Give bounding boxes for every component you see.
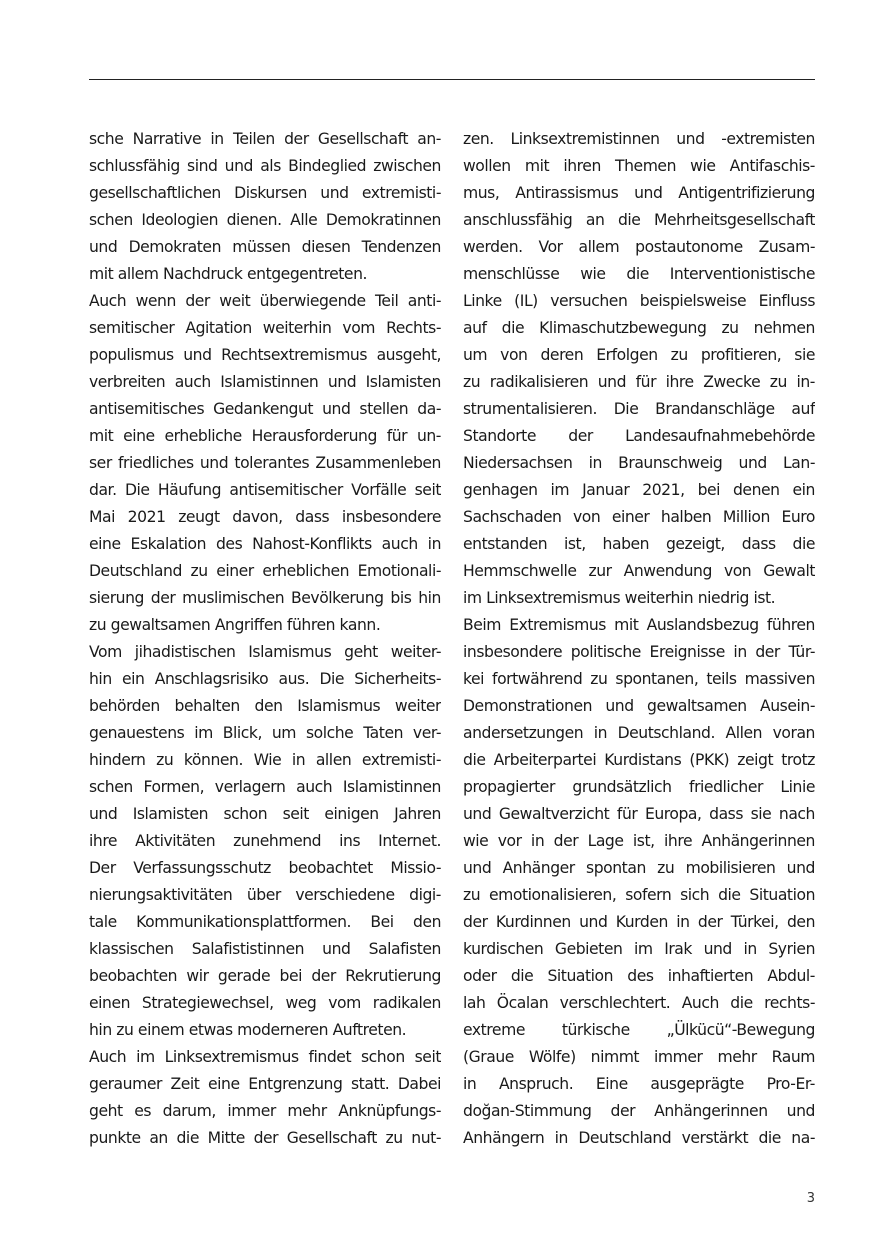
text-line: Standorte der Landesaufnahmebehörde — [463, 427, 815, 445]
text-line: nierungsaktivitäten über verschiedene digi- — [89, 886, 441, 904]
text-line: Sachschaden von einer halben Million Euro — [463, 508, 815, 526]
text-line: andersetzungen in Deutschland. Allen voran — [463, 724, 815, 742]
text-line: in Anspruch. Eine ausgeprägte Pro-Er- — [463, 1075, 815, 1093]
text-line: hindern zu können. Wie in allen extremisti- — [89, 751, 441, 769]
text-line: hin zu einem etwas moderneren Auftreten. — [89, 1021, 407, 1039]
text-line: mit allem Nachdruck entgegentreten. — [89, 265, 368, 283]
text-line: gesellschaftlichen Diskursen und extremisti- — [89, 184, 441, 202]
text-line: antisemitisches Gedankengut und stellen da- — [89, 400, 441, 418]
text-line: kei fortwährend zu spontanen, teils massiven — [463, 670, 815, 688]
text-line: Linke (IL) versuchen beispielsweise Einfluss — [463, 292, 815, 310]
text-line: mit eine erhebliche Herausforderung für un- — [89, 427, 441, 445]
text-line: Beim Extremismus mit Auslandsbezug führen — [463, 616, 815, 634]
text-line: und Anhänger spontan zu mobilisieren und — [463, 859, 815, 877]
text-line: verbreiten auch Islamistinnen und Islamisten — [89, 373, 441, 391]
text-line: zu gewaltsamen Angriffen führen kann. — [89, 616, 381, 634]
text-line: Auch wenn der weit überwiegende Teil anti- — [89, 292, 441, 310]
text-line: (Graue Wölfe) nimmt immer mehr Raum — [463, 1048, 815, 1066]
text-line: dar. Die Häufung antisemitischer Vorfälle seit — [89, 481, 441, 499]
text-line: oder die Situation des inhaftierten Abdul- — [463, 967, 815, 985]
text-line: Mai 2021 zeugt davon, dass insbesondere — [89, 508, 441, 526]
text-line: Auch im Linksextremismus findet schon seit — [89, 1048, 441, 1066]
text-line: ser friedliches und tolerantes Zusammenleben — [89, 454, 441, 472]
text-line: schen Formen, verlagern auch Islamistinnen — [89, 778, 441, 796]
header-rule — [89, 79, 815, 80]
text-line: Vom jihadistischen Islamismus geht weiter- — [89, 643, 441, 661]
text-line: punkte an die Mitte der Gesellschaft zu nut- — [89, 1129, 441, 1147]
text-line: entstanden ist, haben gezeigt, dass die — [463, 535, 815, 553]
text-line: wollen mit ihren Themen wie Antifaschis- — [463, 157, 815, 175]
text-line: propagierter grundsätzlich friedlicher Linie — [463, 778, 815, 796]
text-line: populismus und Rechtsextremismus ausgeht, — [89, 346, 441, 364]
text-line: der Kurdinnen und Kurden in der Türkei, den — [463, 913, 815, 931]
text-line: insbesondere politische Ereignisse in der Tür- — [463, 643, 815, 661]
text-line: Niedersachsen in Braunschweig und Lan- — [463, 454, 815, 472]
text-line: Anhängern in Deutschland verstärkt die na- — [463, 1129, 815, 1147]
text-line: kurdischen Gebieten im Irak und in Syrien — [463, 940, 815, 958]
text-line: auf die Klimaschutzbewegung zu nehmen — [463, 319, 815, 337]
right-text-column — [463, 126, 815, 1152]
text-line: werden. Vor allem postautonome Zusam- — [463, 238, 815, 256]
text-line: beobachten wir gerade bei der Rekrutierung — [89, 967, 441, 985]
text-line: Der Verfassungsschutz beobachtet Missio- — [89, 859, 441, 877]
text-line: Deutschland zu einer erheblichen Emotionali- — [89, 562, 441, 580]
text-line: und Demokraten müssen diesen Tendenzen — [89, 238, 441, 256]
text-line: semitischer Agitation weiterhin vom Rechts- — [89, 319, 441, 337]
text-line: extreme türkische „Ülkücü“-Bewegung — [463, 1021, 815, 1039]
text-line: mus, Antirassismus und Antigentrifizierung — [463, 184, 815, 202]
text-line: anschlussfähig an die Mehrheitsgesellschaft — [463, 211, 815, 229]
text-line: zu radikalisieren und für ihre Zwecke zu in- — [463, 373, 815, 391]
text-line: ihre Aktivitäten zunehmend ins Internet. — [89, 832, 441, 850]
page-number: 3 — [806, 1191, 815, 1206]
left-text-column — [89, 126, 441, 1152]
text-line: zu emotionalisieren, sofern sich die Situation — [463, 886, 815, 904]
text-line: geraumer Zeit eine Entgrenzung statt. Dabei — [89, 1075, 441, 1093]
text-line: zen. Linksextremistinnen und -extremisten — [463, 130, 815, 148]
text-line: Demonstrationen und gewaltsamen Ausein- — [463, 697, 815, 715]
text-line: klassischen Salafististinnen und Salafisten — [89, 940, 441, 958]
text-line: hin ein Anschlagsrisiko aus. Die Sicherheits- — [89, 670, 441, 688]
text-line: behörden behalten den Islamismus weiter — [89, 697, 441, 715]
text-line: genhagen im Januar 2021, bei denen ein — [463, 481, 815, 499]
text-line: eine Eskalation des Nahost-Konflikts auch in — [89, 535, 441, 553]
text-line: Hemmschwelle zur Anwendung von Gewalt — [463, 562, 815, 580]
text-line: tale Kommunikationsplattformen. Bei den — [89, 913, 441, 931]
text-line: sierung der muslimischen Bevölkerung bis hin — [89, 589, 441, 607]
text-line: doğan-Stimmung der Anhängerinnen und — [463, 1102, 815, 1120]
text-line: menschlüsse wie die Interventionistische — [463, 265, 815, 283]
text-line: schlussfähig sind und als Bindeglied zwischen — [89, 157, 441, 175]
text-line: schen Ideologien dienen. Alle Demokratinnen — [89, 211, 441, 229]
text-line: lah Öcalan verschlechtert. Auch die rechts- — [463, 994, 815, 1012]
text-line: genauestens im Blick, um solche Taten ver- — [89, 724, 441, 742]
text-line: geht es darum, immer mehr Anknüpfungs- — [89, 1102, 441, 1120]
text-line: strumentalisieren. Die Brandanschläge auf — [463, 400, 815, 418]
text-line: sche Narrative in Teilen der Gesellschaft an- — [89, 130, 441, 148]
text-line: im Linksextremismus weiterhin niedrig ist. — [463, 589, 776, 607]
text-line: die Arbeiterpartei Kurdistans (PKK) zeigt trotz — [463, 751, 815, 769]
text-line: und Islamisten schon seit einigen Jahren — [89, 805, 441, 823]
text-line: einen Strategiewechsel, weg vom radikalen — [89, 994, 441, 1012]
text-line: wie vor in der Lage ist, ihre Anhängerinnen — [463, 832, 815, 850]
text-line: und Gewaltverzicht für Europa, dass sie nach — [463, 805, 815, 823]
text-line: um von deren Erfolgen zu profitieren, sie — [463, 346, 815, 364]
